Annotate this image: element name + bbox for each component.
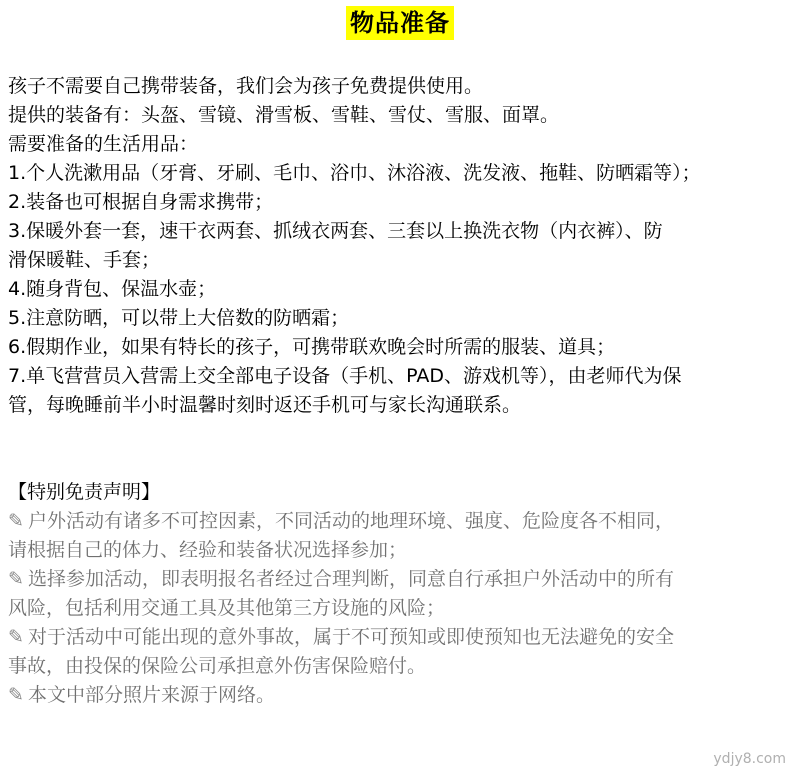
pencil-icon: ✎ — [8, 626, 24, 648]
list-item: 5.注意防晒，可以带上大倍数的防晒霜； — [8, 307, 350, 329]
list-item: 4.随身背包、保温水壶； — [8, 278, 217, 300]
list-item: 7.单飞营营员入营需上交全部电子设备（手机、PAD、游戏机等），由老师代为保 — [8, 365, 682, 387]
list-item: 6.假期作业，如果有特长的孩子，可携带联欢晚会时所需的服装、道具； — [8, 336, 616, 358]
disclaimer-item-continuation: 事故，由投保的保险公司承担意外伤害保险赔付。 — [8, 655, 427, 677]
disclaimer-item-continuation: 风险，包括利用交通工具及其他第三方设施的风险； — [8, 597, 446, 619]
disclaimer-item-continuation: 请根据自己的体力、经验和装备状况选择参加； — [8, 539, 408, 561]
section-spacer — [8, 420, 792, 478]
watermark: ydjy8.com — [713, 751, 786, 767]
disclaimer-item — [8, 565, 792, 594]
disclaimer-item — [8, 623, 792, 652]
text-line: 需要准备的生活用品： — [8, 133, 199, 155]
list-item: 3.保暖外套一套，速干衣两套、抓绒衣两套、三套以上换洗衣物（内衣裤）、防 — [8, 220, 663, 242]
pencil-icon: ✎ — [8, 568, 24, 590]
pencil-icon: ✎ — [8, 510, 24, 532]
disclaimer-item — [8, 507, 792, 536]
text-line: 提供的装备有：头盔、雪镜、滑雪板、雪鞋、雪仗、雪服、面罩。 — [8, 104, 560, 126]
list-item: 1.个人洗漱用品（牙膏、牙刷、毛巾、浴巾、沐浴液、洗发液、拖鞋、防晒霜等）； — [8, 162, 701, 184]
disclaimer-text: 户外活动有诸多不可控因素，不同活动的地理环境、强度、危险度各不相同， — [28, 510, 675, 532]
disclaimer-heading: 【特别免责声明】 — [8, 481, 161, 503]
disclaimer-text: 选择参加活动，即表明报名者经过合理判断，同意自行承担户外活动中的所有 — [28, 568, 675, 590]
document-body — [8, 72, 792, 710]
list-item-continuation: 管，每晚睡前半小时温馨时刻时返还手机可与家长沟通联系。 — [8, 394, 522, 416]
text-line: 孩子不需要自己携带装备，我们会为孩子免费提供使用。 — [8, 75, 484, 97]
disclaimer-item — [8, 681, 792, 710]
list-item: 2.装备也可根据自身需求携带； — [8, 191, 274, 213]
list-item-continuation: 滑保暖鞋、手套； — [8, 249, 161, 271]
title-container — [0, 6, 800, 40]
pencil-icon: ✎ — [8, 684, 24, 706]
disclaimer-text: 对于活动中可能出现的意外事故，属于不可预知或即使预知也无法避免的安全 — [28, 626, 675, 648]
disclaimer-text: 本文中部分照片来源于网络。 — [28, 684, 276, 706]
page-title: 物品准备 — [346, 6, 454, 40]
